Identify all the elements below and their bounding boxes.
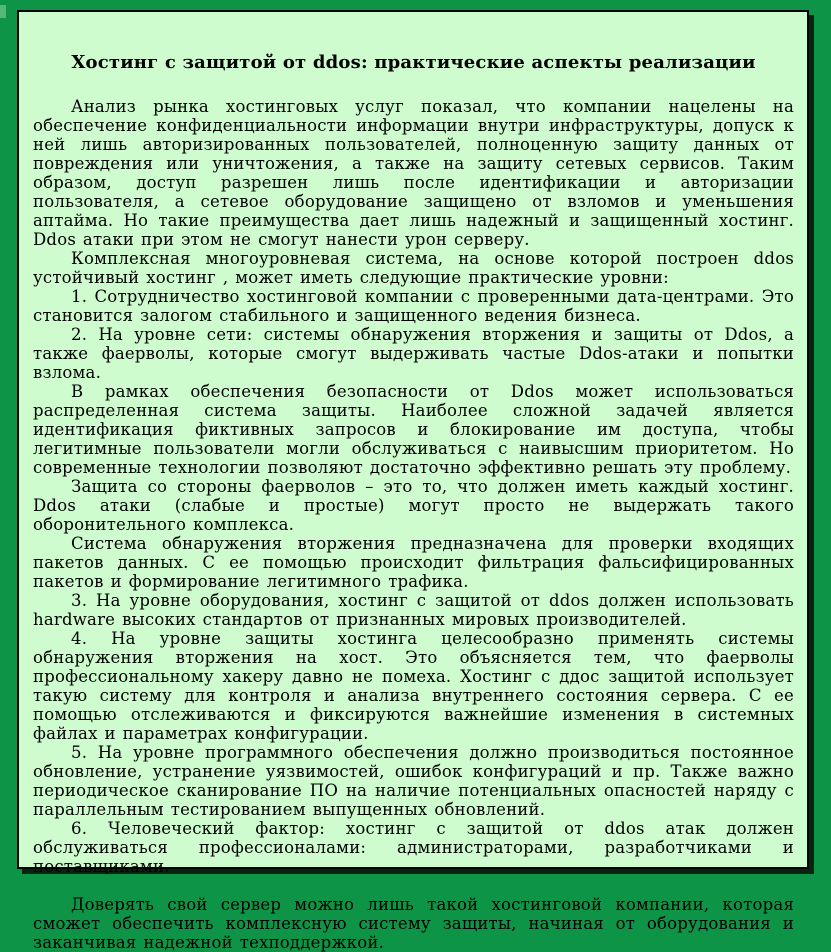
paragraph: 6. Человеческий фактор: хостинг с защитой от ddos атак должен обслуживаться профессионалами: администраторами, разработчиками и поставщиками. [33, 819, 794, 876]
paragraph: 2. На уровне сети: системы обнаружения вторжения и защиты от Ddos, а также фаерволы, которые смогут выдерживать частые Ddos-атаки и попытки взлома. [33, 325, 794, 382]
paragraph: Анализ рынка хостинговых услуг показал, что компании нацелены на обеспечение конфиденциальности информации внутри инфраструктуры, допуск к ней лишь авторизированных пользователей, полноценную защиту данных от повреждения или уничтожения, а также на защиту сетевых сервисов. Таким образом, доступ разрешен лишь после идентификации и авторизации пользователя, а сетевое оборудование защищено от взломов и уменьшения аптайма. Но такие преимущества дает лишь надежный и защищенный хостинг. Ddos атаки при этом не смогут нанести урон серверу. [33, 97, 794, 249]
document-title: Хостинг с защитой от ddos: практические аспекты реализации [71, 52, 756, 73]
paragraph: Защита со стороны фаерволов – это то, что должен иметь каждый хостинг. Ddos атаки (слабые и простые) могут просто не выдержать такого оборонительного комплекса. [33, 477, 794, 534]
paragraph: 5. На уровне программного обеспечения должно производиться постоянное обновление, устранение уязвимостей, ошибок конфигураций и пр. Также важно периодическое сканирование ПО на наличие потенциальных опасностей наряду с параллельным тестированием выпущенных обновлений. [33, 743, 794, 819]
document-body [33, 97, 794, 952]
paragraph: Система обнаружения вторжения предназначена для проверки входящих пакетов данных. С ее помощью происходит фильтрация фальсифицированных пакетов и формирование легитимного трафика. [33, 534, 794, 591]
edge-artifact [0, 5, 6, 18]
paragraph: 1. Сотрудничество хостинговой компании с проверенными дата-центрами. Это становится залогом стабильного и защищенного ведения бизнеса. [33, 287, 794, 325]
paragraph: 4. На уровне защиты хостинга целесообразно применять системы обнаружения вторжения на хост. Это объясняется тем, что фаерволы профессиональному хакеру давно не помеха. Хостинг с ддос защитой использует такую систему для контроля и анализа внутреннего состояния сервера. С ее помощью отслеживаются и фиксируются важнейшие изменения в системных файлах и параметрах конфигурации. [33, 629, 794, 743]
paragraph: В рамках обеспечения безопасности от Ddos может использоваться распределенная система защиты. Наиболее сложной задачей является идентификация фиктивных запросов и блокирование им доступа, чтобы легитимные пользователи могли обслуживаться с наивысшим приоритетом. Но современные технологии позволяют достаточно эффективно решать эту проблему. [33, 382, 794, 477]
paragraph: Комплексная многоуровневая система, на основе которой построен ddos устойчивый хостинг , может иметь следующие практические уровни: [33, 249, 794, 287]
document-page [17, 10, 809, 952]
paragraph: Доверять свой сервер можно лишь такой хостинговой компании, которая сможет обеспечить комплексную систему защиты, начиная от оборудования и заканчивая надежной техподдержкой. [33, 895, 794, 952]
paragraph: 3. На уровне оборудования, хостинг с защитой от ddos должен использовать hardware высоких стандартов от признанных мировых производителей. [33, 591, 794, 629]
